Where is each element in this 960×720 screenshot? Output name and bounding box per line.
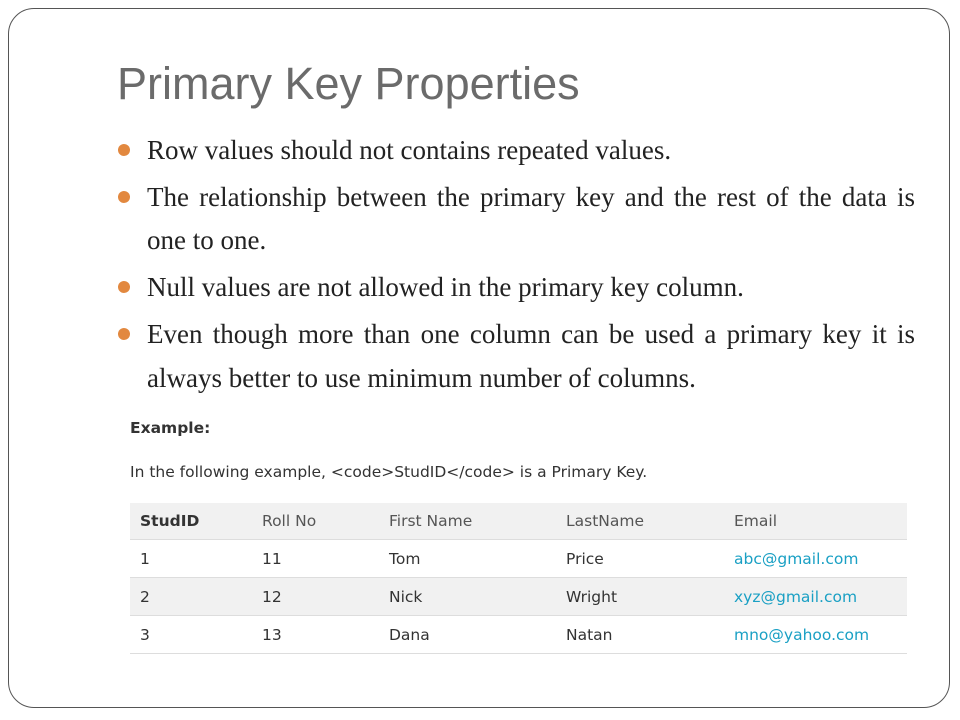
example-section — [130, 419, 910, 654]
cell-email-link[interactable]: xyz@gmail.com — [724, 578, 907, 616]
bullet-dot-icon — [118, 191, 130, 203]
bullet-dot-icon — [118, 144, 130, 156]
cell-studid: 3 — [130, 616, 252, 654]
column-header-email: Email — [724, 503, 907, 540]
cell-first-name: Dana — [379, 616, 556, 654]
bullet-text: Row values should not contains repeated values. — [147, 135, 672, 165]
bullet-list — [117, 129, 915, 403]
slide-frame — [8, 8, 950, 708]
table-row — [130, 540, 907, 578]
bullet-text: Even though more than one column can be used a primary key it is always better to use minimum number of columns. — [147, 318, 915, 393]
cell-email-link[interactable]: mno@yahoo.com — [724, 616, 907, 654]
cell-studid: 2 — [130, 578, 252, 616]
cell-lastname: Natan — [556, 616, 724, 654]
example-heading: Example: — [130, 419, 211, 437]
bullet-item — [117, 176, 915, 263]
students-table — [130, 503, 907, 654]
slide-title: Primary Key Properties — [117, 58, 580, 109]
bullet-item — [117, 129, 915, 173]
cell-roll-no: 12 — [252, 578, 379, 616]
table-row — [130, 616, 907, 654]
table-header-row — [130, 503, 907, 540]
bullet-item — [117, 313, 915, 400]
bullet-dot-icon — [118, 328, 130, 340]
bullet-item — [117, 266, 915, 310]
cell-first-name: Tom — [379, 540, 556, 578]
cell-studid: 1 — [130, 540, 252, 578]
cell-roll-no: 13 — [252, 616, 379, 654]
column-header-roll-no: Roll No — [252, 503, 379, 540]
cell-roll-no: 11 — [252, 540, 379, 578]
bullet-dot-icon — [118, 281, 130, 293]
cell-lastname: Wright — [556, 578, 724, 616]
cell-first-name: Nick — [379, 578, 556, 616]
cell-email-link[interactable]: abc@gmail.com — [724, 540, 907, 578]
column-header-studid: StudID — [130, 503, 252, 540]
bullet-text: The relationship between the primary key and the rest of the data is one to one. — [147, 181, 915, 256]
column-header-lastname: LastName — [556, 503, 724, 540]
table-row — [130, 578, 907, 616]
bullet-text: Null values are not allowed in the primary key column. — [147, 272, 744, 303]
example-description: In the following example, <code>StudID</code> is a Primary Key. — [130, 463, 648, 481]
column-header-first-name: First Name — [379, 503, 556, 540]
cell-lastname: Price — [556, 540, 724, 578]
